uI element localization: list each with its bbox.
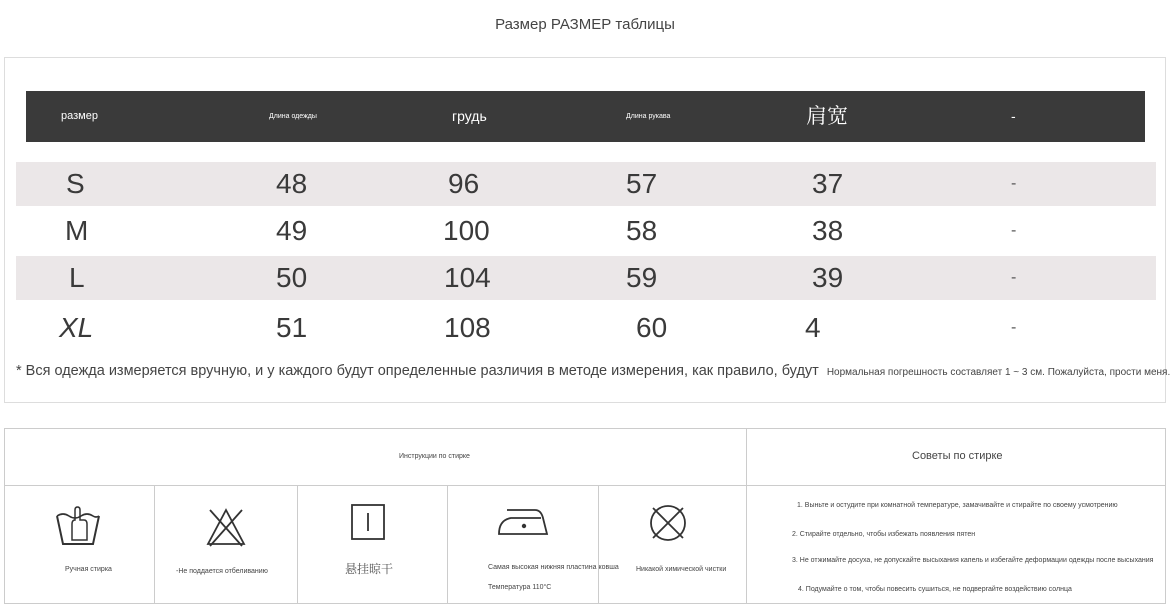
icon-divider <box>297 485 298 604</box>
cell-sleeve: 58 <box>626 215 658 246</box>
cell-length: 51 <box>276 312 308 343</box>
cell-extra: - <box>1011 222 1017 239</box>
cell-shoulder: 37 <box>812 168 844 199</box>
cell-size: L <box>69 262 85 293</box>
cell-length: 50 <box>276 262 308 293</box>
cell-chest: 104 <box>444 262 491 293</box>
table-row <box>16 256 1156 300</box>
hand-wash-label: Ручная стирка <box>65 566 112 573</box>
note-small: Нормальная погрешность составляет 1 ~ 3 см. Пожалуйста, прости меня. <box>826 367 1170 378</box>
measurement-note <box>16 362 1170 380</box>
table-row <box>16 306 1156 350</box>
iron-temperature: Температура 110°C <box>488 584 552 591</box>
cell-length: 48 <box>276 168 308 199</box>
tip-item: 4. Подумайте о том, чтобы повесить сушиться, не подвергайте воздействию солнца <box>798 586 1072 593</box>
care-divider <box>746 428 747 604</box>
care-divider <box>4 485 1166 486</box>
header-size: размер <box>61 110 98 122</box>
no-bleach-label: -Не поддается отбеливанию <box>176 568 268 575</box>
header-sleeve: Длина рукава <box>626 113 671 120</box>
cell-extra: - <box>1011 269 1017 286</box>
size-table-header <box>26 91 1145 142</box>
cell-sleeve: 60 <box>636 312 668 343</box>
tip-item: 3. Не отжимайте досуха, не допускайте высыхания капель и избегайте деформации одежды после высыхания <box>792 557 1154 564</box>
cell-shoulder: 4 <box>805 312 821 343</box>
cell-size: XL <box>59 312 94 343</box>
cell-length: 49 <box>276 215 308 246</box>
header-length: Длина одежды <box>269 113 317 120</box>
header-shoulder: 肩宽 <box>806 105 848 128</box>
table-row <box>16 162 1156 206</box>
cell-shoulder: 39 <box>812 262 844 293</box>
icon-divider <box>447 485 448 604</box>
icon-divider <box>154 485 155 604</box>
cell-shoulder: 38 <box>812 215 844 246</box>
header-chest: грудь <box>452 108 487 124</box>
cell-extra: - <box>1011 175 1017 192</box>
no-bleach-icon <box>204 506 248 553</box>
instructions-title: Инструкции по стирке <box>399 453 470 460</box>
no-dry-clean-label: Никакой химической чистки <box>636 566 727 573</box>
cell-sleeve: 57 <box>626 168 658 199</box>
iron-label: Самая высокая нижняя пластина ковша <box>488 564 619 571</box>
cell-size: M <box>65 215 89 246</box>
tip-item: 1. Выньте и остудите при комнатной температуре, замачивайте и стирайте по своему усмотрению <box>797 502 1118 509</box>
cell-size: S <box>66 168 85 199</box>
hang-dry-icon <box>350 503 386 546</box>
header-extra: - <box>1011 108 1016 124</box>
note-main: * Вся одежда измеряется вручную, и у каждого будут определенные различия в методе измерения, как правило, будут <box>16 363 819 379</box>
cell-chest: 96 <box>448 168 480 199</box>
cell-extra: - <box>1011 319 1017 336</box>
page-title: Размер РАЗМЕР таблицы <box>495 16 675 33</box>
icon-divider <box>598 485 599 604</box>
table-row <box>16 209 1156 253</box>
cell-sleeve: 59 <box>626 262 658 293</box>
tip-item: 2. Стирайте отдельно, чтобы избежать появления пятен <box>792 531 976 538</box>
tips-title: Советы по стирке <box>912 450 1003 462</box>
cell-chest: 100 <box>443 215 490 246</box>
no-dry-clean-icon <box>647 502 689 549</box>
iron-icon <box>497 506 549 543</box>
cell-chest: 108 <box>444 312 491 343</box>
hand-wash-icon <box>54 502 102 553</box>
hang-dry-label: 悬挂晾干 <box>345 562 394 576</box>
